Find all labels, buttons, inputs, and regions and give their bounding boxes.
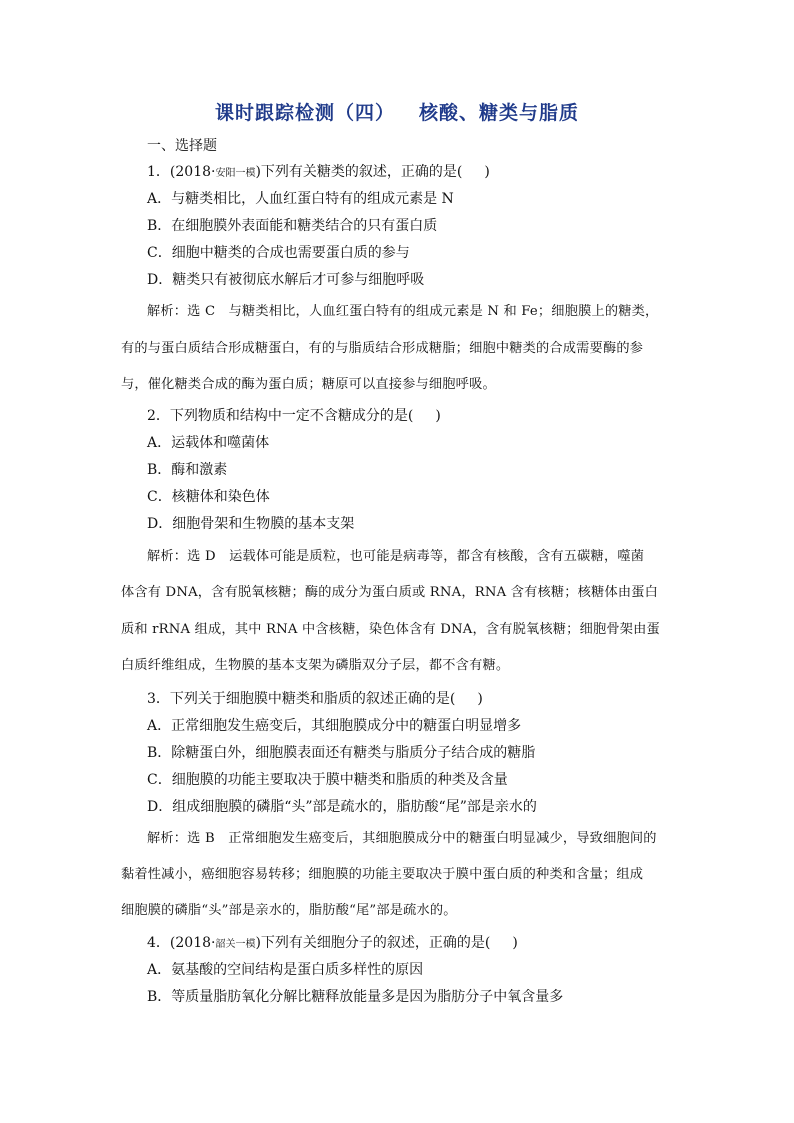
question-2-number: 2 bbox=[147, 408, 156, 424]
question-3-analysis-line-1: 解析：选 B 正常细胞发生癌变后，其细胞膜成分中的糖蛋白明显减少，导致细胞间的 bbox=[147, 831, 657, 846]
question-2-analysis-line-2: 体含有 DNA，含有脱氧核糖；酶的成分为蛋白质或 RNA，RNA 含有核糖；核糖体由蛋白 bbox=[121, 585, 658, 600]
question-4-option-a: A．氨基酸的空间结构是蛋白质多样性的原因 bbox=[147, 962, 424, 978]
question-1-number: 1 bbox=[147, 164, 156, 180]
question-2-option-a: A．运载体和噬菌体 bbox=[147, 435, 270, 451]
question-2-option-c: C．核糖体和染色体 bbox=[147, 489, 270, 505]
section-heading: 一、选择题 bbox=[147, 138, 217, 154]
question-3-stem: 3．下列关于细胞膜中糖类和脂质的叙述正确的是( ) bbox=[147, 691, 483, 707]
question-3-option-b: B．除糖蛋白外，细胞膜表面还有糖类与脂质分子结合成的糖脂 bbox=[147, 745, 536, 761]
question-1-stem: 1．(2018·安阳一模)下列有关糖类的叙述，正确的是( ) bbox=[147, 164, 490, 180]
question-3-option-a: A．正常细胞发生癌变后，其细胞膜成分中的糖蛋白明显增多 bbox=[147, 718, 522, 734]
question-3-number: 3 bbox=[147, 691, 156, 707]
question-1-analysis-line-3: 与，催化糖类合成的酶为蛋白质；糖原可以直接参与细胞呼吸。 bbox=[121, 377, 496, 392]
question-2-stem: 2．下列物质和结构中一定不含糖成分的是( ) bbox=[147, 408, 441, 424]
question-2-analysis-line-3: 质和 rRNA 组成，其中 RNA 中含核糖，染色体含有 DNA，含有脱氧核糖；细胞骨架由蛋 bbox=[121, 622, 660, 637]
page-title bbox=[0, 98, 794, 125]
question-3-option-d: D．组成细胞膜的磷脂“头”部是疏水的，脂肪酸“尾”部是亲水的 bbox=[147, 799, 537, 815]
question-4-stem: 4．(2018·韶关一模)下列有关细胞分子的叙述，正确的是( ) bbox=[147, 935, 518, 951]
question-1-analysis-line-2: 有的与蛋白质结合形成糖蛋白，有的与脂质结合形成糖脂；细胞中糖类的合成需要酶的参 bbox=[121, 341, 644, 356]
question-1-source: 安阳一模 bbox=[215, 168, 256, 179]
question-1-option-a: A．与糖类相比，人血红蛋白特有的组成元素是 N bbox=[147, 191, 454, 207]
question-2-analysis-line-1: 解析：选 D 运载体可能是质粒，也可能是病毒等，都含有核酸，含有五碳糖，噬菌 bbox=[147, 549, 645, 564]
question-3-analysis-line-3: 细胞膜的磷脂“头”部是亲水的，脂肪酸“尾”部是疏水的。 bbox=[121, 903, 457, 918]
question-3-analysis-line-2: 黏着性减小，癌细胞容易转移；细胞膜的功能主要取决于膜中蛋白质的种类和含量；组成 bbox=[121, 867, 644, 882]
question-1-option-c: C．细胞中糖类的合成也需要蛋白质的参与 bbox=[147, 245, 410, 261]
question-1-option-b: B．在细胞膜外表面能和糖类结合的只有蛋白质 bbox=[147, 218, 438, 234]
question-1-option-d: D．糖类只有被彻底水解后才可参与细胞呼吸 bbox=[147, 272, 425, 288]
question-3-option-c: C．细胞膜的功能主要取决于膜中糖类和脂质的种类及含量 bbox=[147, 772, 508, 788]
question-1-analysis-line-1: 解析：选 C 与糖类相比，人血红蛋白特有的组成元素是 N 和 Fe；细胞膜上的糖类， bbox=[147, 304, 659, 319]
question-2-analysis-line-4: 白质纤维组成，生物膜的基本支架为磷脂双分子层，都不含有糖。 bbox=[121, 658, 510, 673]
question-4-option-b: B．等质量脂肪氧化分解比糖释放能量多是因为脂肪分子中氧含量多 bbox=[147, 989, 564, 1005]
question-4-number: 4 bbox=[147, 935, 156, 951]
question-2-option-d: D．细胞骨架和生物膜的基本支架 bbox=[147, 516, 355, 532]
title-main: 课时跟踪检测（四） bbox=[214, 102, 395, 124]
question-4-source: 韶关一模 bbox=[215, 939, 256, 950]
title-sub: 核酸、糖类与脂质 bbox=[419, 102, 580, 124]
question-2-option-b: B．酶和激素 bbox=[147, 462, 228, 478]
